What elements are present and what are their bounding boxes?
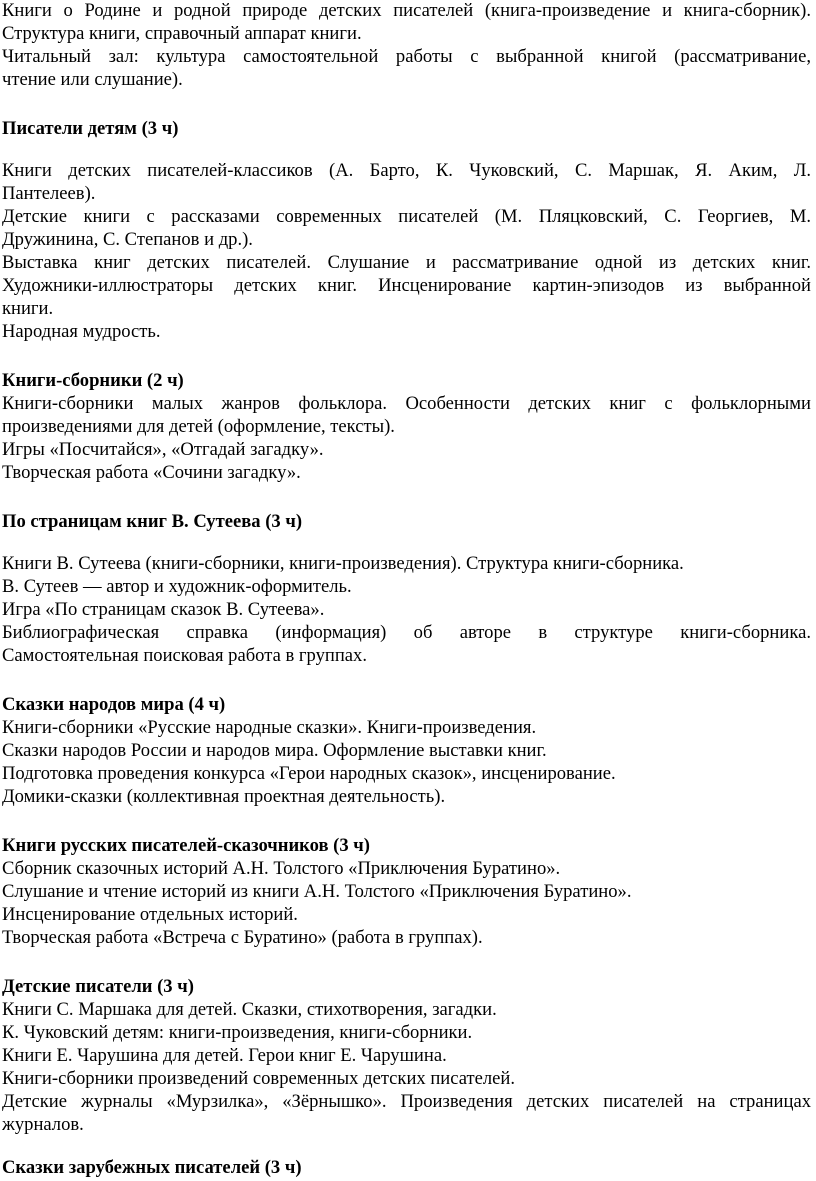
text-line: Инсценирование отдельных историй.	[2, 904, 298, 925]
text-line: Игра «По страницам сказок В. Сутеева».	[2, 599, 325, 620]
text-line: Книги-сборники произведений современных детских писателей.	[2, 1068, 516, 1089]
text-line: чтение или слушание).	[2, 69, 183, 90]
text-line: Детские книги с рассказами современных писателей (М. Пляцковский, С. Георгиев, М.	[2, 206, 811, 227]
section-heading: Книги-сборники (2 ч)	[2, 370, 184, 391]
section-heading: Книги русских писателей-сказочников (3 ч)	[2, 835, 370, 856]
text-line: Творческая работа «Встреча с Буратино» (работа в группах).	[2, 927, 483, 948]
text-line: Детские журналы «Мурзилка», «Зёрнышко». Произведения детских писателей на страницах	[2, 1091, 811, 1112]
text-line: Слушание и чтение историй из книги А.Н. Толстого «Приключения Буратино».	[2, 881, 632, 902]
text-line: Сборник сказочных историй А.Н. Толстого «Приключения Буратино».	[2, 858, 561, 879]
text-line: Сказки народов России и народов мира. Оформление выставки книг.	[2, 740, 547, 761]
text-line: Домики-сказки (коллективная проектная деятельность).	[2, 786, 446, 807]
text-line: Книги Е. Чарушина для детей. Герои книг Е. Чарушина.	[2, 1045, 447, 1066]
text-line: Подготовка проведения конкурса «Герои народных сказок», инсценирование.	[2, 763, 616, 784]
section-heading: Сказки зарубежных писателей (3 ч)	[2, 1157, 302, 1178]
text-line: К. Чуковский детям: книги-произведения, книги-сборники.	[2, 1022, 473, 1043]
text-line: Игры «Посчитайся», «Отгадай загадку».	[2, 439, 324, 460]
section-heading: По страницам книг В. Сутеева (3 ч)	[2, 511, 303, 532]
section-heading: Сказки народов мира (4 ч)	[2, 694, 226, 715]
text-line: Творческая работа «Сочини загадку».	[2, 462, 301, 483]
text-line: Книги С. Маршака для детей. Сказки, стихотворения, загадки.	[2, 999, 497, 1020]
text-line: Книги о Родине и родной природе детских писателей (книга-произведение и книга-сборник).	[2, 0, 811, 21]
text-line: произведениями для детей (оформление, тексты).	[2, 416, 395, 437]
text-line: Читальный зал: культура самостоятельной работы с выбранной книгой (рассматривание,	[2, 46, 811, 67]
text-line: Художники-иллюстраторы детских книг. Инсценирование картин-эпизодов из выбранной	[2, 275, 811, 296]
text-line: Книги-сборники «Русские народные сказки». Книги-произведения.	[2, 717, 537, 738]
section-heading: Детские писатели (3 ч)	[2, 976, 194, 997]
text-line: журналов.	[2, 1114, 84, 1135]
text-line: Народная мудрость.	[2, 321, 161, 342]
text-line: Книги-сборники малых жанров фольклора. Особенности детских книг с фольклорными	[2, 393, 811, 414]
text-line: Структура книги, справочный аппарат книги.	[2, 23, 362, 44]
text-line: В. Сутеев — автор и художник-оформитель.	[2, 576, 352, 597]
text-line: Книги В. Сутеева (книги-сборники, книги-произведения). Структура книги-сборника.	[2, 553, 684, 574]
text-line: Самостоятельная поисковая работа в группах.	[2, 645, 367, 666]
section-heading: Писатели детям (3 ч)	[2, 118, 179, 139]
text-line: Выставка книг детских писателей. Слушание и рассматривание одной из детских книг.	[2, 252, 811, 273]
text-line: Дружинина, С. Степанов и др.).	[2, 229, 253, 250]
text-line: книги.	[2, 298, 54, 319]
text-line: Пантелеев).	[2, 183, 96, 204]
text-line: Библиографическая справка (информация) об авторе в структуре книги-сборника.	[2, 622, 811, 643]
text-line: Книги детских писателей-классиков (А. Барто, К. Чуковский, С. Маршак, Я. Аким, Л.	[2, 160, 811, 181]
